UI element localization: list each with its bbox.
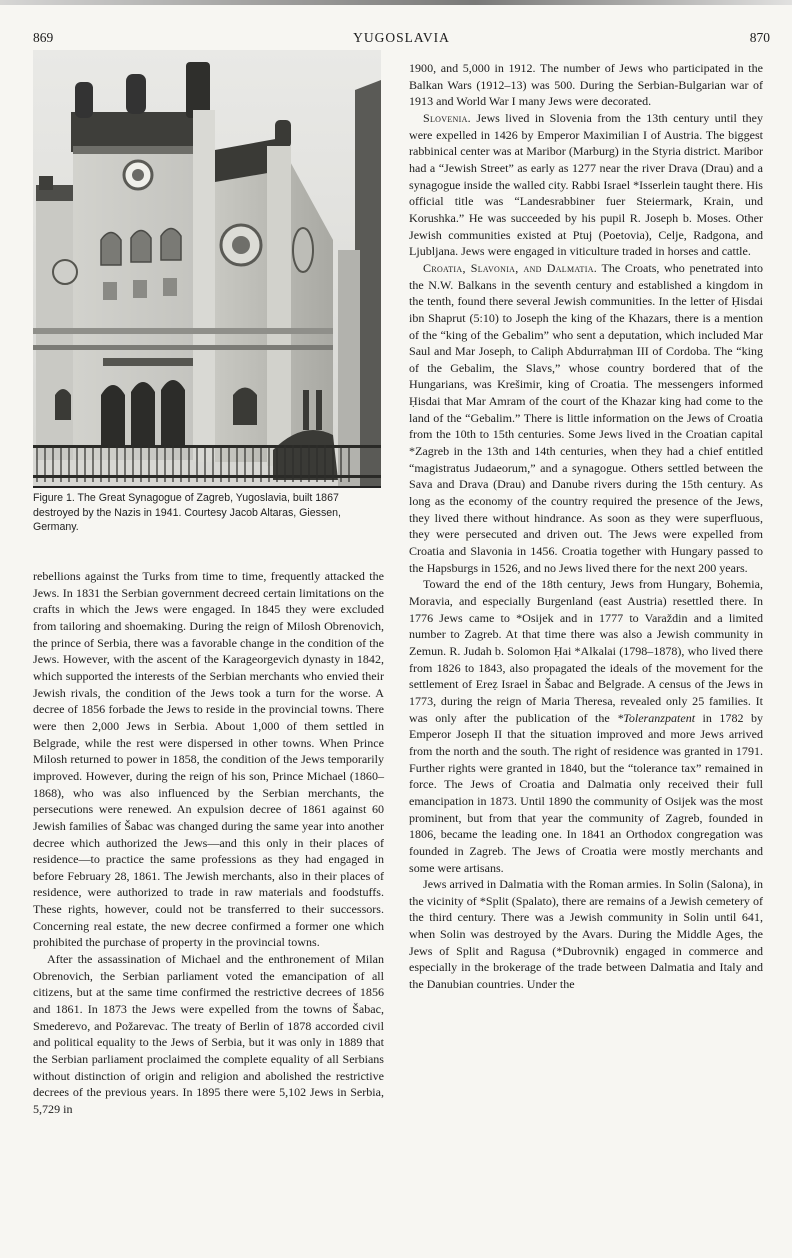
figure-caption: Figure 1. The Great Synagogue of Zagreb, Yugoslavia, built 1867 destroyed by the Nazis in 1941. Courtesy Jacob Altaras, Giessen, Germany. (33, 492, 341, 534)
paragraph (409, 576, 763, 876)
right-column (409, 60, 763, 993)
page-number-right: 870 (749, 30, 770, 45)
section-slovenia (409, 110, 763, 260)
synagogue-illustration-icon (33, 50, 381, 486)
scan-top-edge (0, 0, 792, 5)
paragraph: After the assassination of Michael and the enthronement of Milan Obrenovich, the Serbian parliament voted the emancipation of all citizens, but at the same time confirmed the restrictive decrees of 1856 and 1861. In 1873 the Jews were expelled from the towns of Šabac, Smederevo, and Požarevac. The treaty of Berlin of 1878 accorded civil and political equality to the Jews of Serbia, but it was only in 1889 that the Serbian parliament proclaimed the complete equality of all Serbians without distinction of origin and religion and abolished the restrictive decrees of the previous years. In 1895 there were 5,102 Jews in Serbia, 5,729 in (33, 952, 384, 1116)
left-column (33, 568, 384, 1118)
paragraph-text: in 1782 by Emperor Joseph II that the situation improved and more Jews arrived from the north and the south. The right of residence was granted in 1791. Further rights were granted in 1840, but the “tolerance tax” remained in force. The Jews of Croatia and Dalmatia only received their full emancipation in 1873. Until 1890 the community of Osijek was the most prominent, but from that year the community of Zagreb, founded in 1806, became the leading one. In 1841 an Orthodox congregation was founded in Zagreb. The Jews of Croatia were mostly merchants and some were artisans. (409, 710, 764, 875)
toleranzpatent-link[interactable]: *Toleranzpatent (617, 710, 696, 725)
section-heading-slovenia: Slovenia. (423, 110, 471, 125)
paragraph: rebellions against the Turks from time to time, frequently attacked the Jews. In 1831 the Serbian government decreed certain limitations on the crafts in which the Jews were engaged. In 1845 they were excluded from tailoring and shoemaking. During the reign of Milosh Obrenovich, the prince of Serbia, there was a favorable change in the condition of the Jews. However, with the ascent of the Karageorgevich dynasty in 1842, which supported the interests of the Serbian merchants who envied their Jewish rivals, the condition of the Jews took a turn for the worse. A decree of 1856 forbade the Jews to reside in the provincial towns. There were then 2,000 Jews in Serbia. About 1,000 of them settled in Belgrade, while the rest were dispersed in other towns. When Prince Milosh returned to power in 1858, the condition of the Jews temporarily improved. However, during the reign of his son, Prince Michael (1860–1868), who was also influenced by the Serbian merchants, the persecutions were renewed. An expulsion decree of 1861 against 60 Jewish families of Šabac was changed during the same year into another decree which authorized the Jews—and this only in their places of residence—to practice the same professions as they had engaged in before February 28, 1861. The Jewish merchants, also in their places of residence, were authorized to trade in raw materials and foodstuffs. These rights, however, could not be transferred to their successors. Concerning real estate, the new decree confirmed a former one which prohibited the purchase of property in the provincial towns. (33, 569, 384, 950)
paragraph-text: Toward the end of the 18th century, Jews from Hungary, Bohemia, Moravia, and especially Burgenland (east Austria) resettled there. In 1776 Jews came to *Osijek and in 1777 to Varaždin and a limited number to Zagreb. At that time there was also a Jewish community in Zemun. R. Judah b. Solomon Ḥai *Alkalai (1798–1878), who lived there from 1826 to 1843, also propagated the ideals of the movement for the settlement of Ereẓ Israel in Šabac and Belgrade. A census of the Jews in 1773, during the reign of Maria Theresa, revealed only 25 families. It was only after the publication of the (409, 577, 763, 725)
paragraph: Jews arrived in Dalmatia with the Roman armies. In Solin (Salona), in the vicinity of *Split (Spalato), there are remains of a Jewish cemetery of the third century. There was a Jewish community in Solin until 641, when Solin was destroyed by the Avars. During the Middle Ages, the Jews of Split and Ragusa (*Dubrovnik) engaged in commerce and especially in the brokerage of the trade between Dalmatia and Italy and the Danubian countries. Under the (409, 877, 763, 992)
running-title: YUGOSLAVIA (353, 30, 450, 45)
running-header (33, 30, 770, 48)
section-heading-croatia: Croatia, Slavonia, and Dalmatia. (423, 260, 598, 275)
synagogue-photograph (33, 50, 381, 488)
page-number-left: 869 (33, 30, 54, 45)
paragraph: 1900, and 5,000 in 1912. The number of Jews who participated in the Balkan Wars (1912–13) was 500. During the Serbian-Bulgarian war of 1913 and World War I many Jews were decorated. (409, 61, 763, 109)
section-croatia (409, 260, 763, 576)
section-text: The Croats, who penetrated into the N.W. Balkans in the seventh century and established a kingdom in the tenth, found there several Jewish communities. In the letter of Ḥisdai ibn Shaprut (5:10) to Joseph the king of the Khazars, there is a mention of the “king of the Gebalim” who sent a deputation, which included Mar Saul and Mar Joseph, to Caliph Abdurraḥman III of Cordoba. The “king of the Gebalim, the Slavs,” whose country bordered that of the Hungarians, was Krešimir, king of Croatia. The messengers informed Ḥisdai that Mar Amram of the court of the Khazar king had come to the land of the “Gebalim.” There is little information on the Jews of Croatia from the 10th to 15th centuries. Some Jews lived in the Croatian capital *Zagreb in the 13th and 14th centuries, when they had a chief entitled “magistratus Judaeorum,” and a synagogue. Others settled between the Sava and Drava (Drau) and Danube rivers during the 15th century. As long as the economy of the country required the presence of the Jews, they lived there without hindrance. As soon as they were superfluous, they were persecuted and driven out. The Jews were expelled from Croatia and Slavonia in 1456. Croatia together with Hungary passed to the Hapsburgs in 1526, and no Jews lived there for the next 200 years. (409, 260, 764, 575)
section-text: Jews lived in Slovenia from the 13th century until they were expelled in 1426 by Emperor Maximilian I of Austria. The biggest rabbinical center was at Maribor (Marburg) in the Styria district. Maribor had a “Jewish Street” as early as 1277 near the river Drava (Drau) and a synagogue inside the walled city. Rabbi Israel *Isserlein taught there. His official title was “Landesrabbiner fuer Steiermark, Krain, und Korushka.” He was succeeded by his pupil R. Joseph b. Moses. Other Jewish communities existed at Ptuj (Poetovia), Celje, Radgona, and Ljubljana. Jews were engaged in viticulture traded in horses and cattle. (409, 110, 763, 259)
